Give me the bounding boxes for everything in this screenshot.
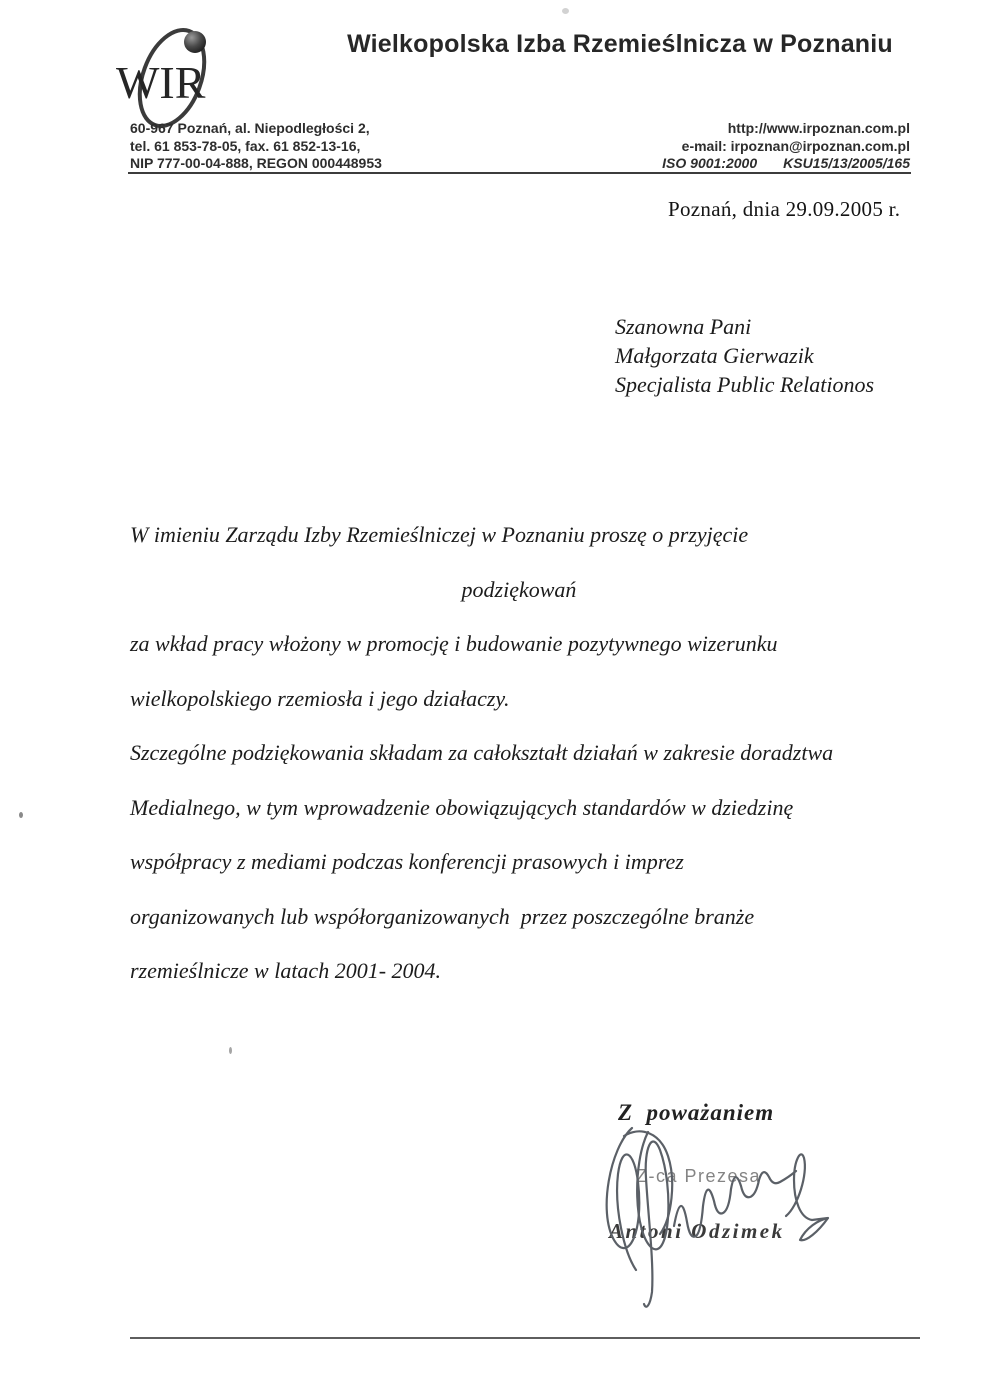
- contact-block: [662, 120, 910, 173]
- certification-line: [662, 155, 910, 173]
- letter-body: [130, 522, 908, 1013]
- footer-divider: [130, 1337, 920, 1339]
- handwritten-signature: [588, 1122, 848, 1317]
- scan-speck: [229, 1047, 232, 1054]
- recipient-name: Małgorzata Gierwazik: [615, 343, 814, 368]
- signer-title-stamp: Z-ca Prezesa: [636, 1166, 762, 1186]
- email-address: e-mail: irpoznan@irpoznan.com.pl: [681, 137, 910, 154]
- iso-label: ISO 9001:2000: [662, 155, 758, 171]
- valediction: Z poważaniem: [618, 1100, 775, 1125]
- header-divider: [128, 172, 911, 174]
- body-line: za wkład pracy włożony w promocję i budowanie pozytywnego wizerunku: [130, 631, 778, 656]
- body-line: Szczególne podziękowania składam za całokształt działań w zakresie doradztwa: [130, 740, 834, 765]
- wir-logo: [116, 26, 242, 134]
- body-line: organizowanych lub współorganizowanych przez poszczególne branże: [130, 903, 755, 929]
- date-line: Poznań, dnia 29.09.2005 r.: [668, 197, 901, 221]
- body-line: rzemieślnicze w latach 2001- 2004.: [130, 958, 442, 983]
- scan-speck: [562, 8, 569, 14]
- website-url: http://www.irpoznan.com.pl: [727, 120, 910, 136]
- address-line: tel. 61 853-78-05, fax. 61 852-13-16,: [130, 137, 361, 154]
- address-line: NIP 777-00-04-888, REGON 000448953: [130, 155, 382, 171]
- wir-logo-graphic: [116, 26, 242, 134]
- recipient-title: Specjalista Public Relationos: [615, 372, 875, 397]
- scan-speck: [19, 812, 23, 818]
- address-line: 60-967 Poznań, al. Niepodległości 2,: [130, 120, 370, 136]
- body-line: wielkopolskiego rzemiosła i jego działaczy.: [130, 685, 510, 711]
- body-line: Medialnego, w tym wprowadzenie obowiązujących standardów w dziedzinę: [130, 794, 794, 820]
- signer-name-stamp: Antoni Odzimek: [609, 1219, 785, 1243]
- body-line: podziękowań: [461, 576, 577, 602]
- orbit-sphere-icon: [184, 31, 206, 53]
- organization-title: Wielkopolska Izba Rzemieślnicza w Poznaniu: [347, 30, 893, 58]
- recipient-salutation: Szanowna Pani: [615, 314, 752, 339]
- logo-text: WIR: [116, 57, 206, 108]
- address-block: [130, 120, 382, 173]
- body-line: współpracy z mediami podczas konferencji prasowych i imprez: [130, 849, 684, 874]
- recipient-block: [615, 312, 874, 399]
- body-line: W imieniu Zarządu Izby Rzemieślniczej w Poznaniu proszę o przyjęcie: [130, 522, 749, 547]
- ksu-label: KSU15/13/2005/165: [783, 155, 910, 171]
